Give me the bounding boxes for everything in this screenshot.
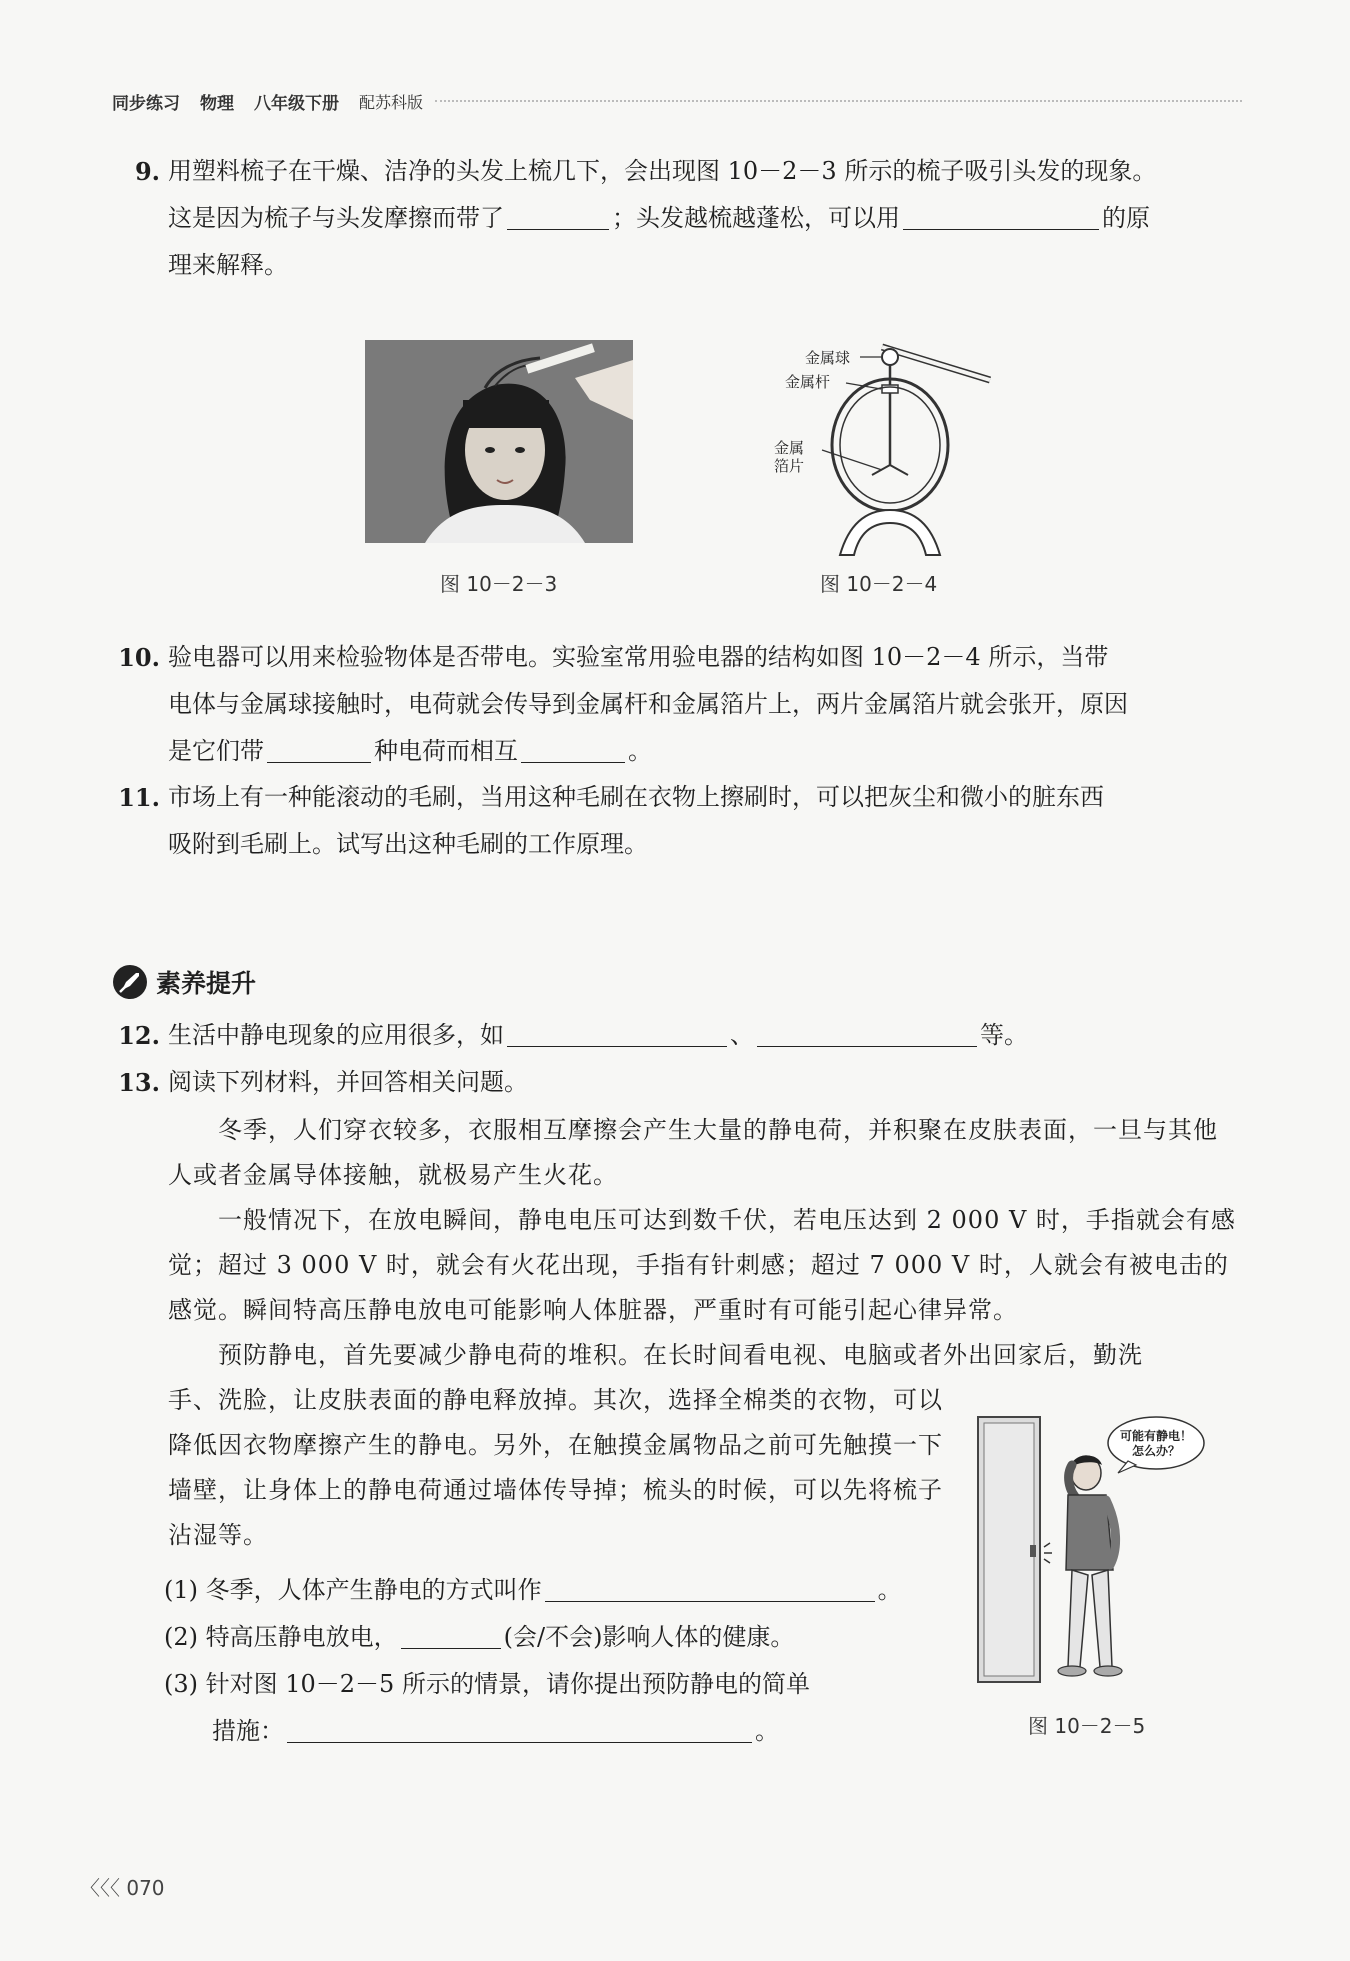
footer-arrows: 〈〈〈: [80, 1876, 120, 1900]
question-number: 12.: [118, 1021, 160, 1050]
q10-text: 。: [628, 737, 652, 765]
door-person-illustration: [968, 1405, 1218, 1695]
q10-text: 是它们带: [168, 737, 264, 765]
electroscope-diagram: [760, 325, 1000, 560]
sub-question-text: 。: [755, 1717, 779, 1745]
bubble-text: 怎么办？: [1131, 1444, 1181, 1458]
q12-text: 、: [730, 1021, 754, 1049]
sub-question-text: (1) 冬季，人体产生静电的方式叫作: [164, 1576, 542, 1604]
sub-question-3-cont: [212, 1709, 779, 1754]
reading-paragraph-3-cont: 手、洗脸，让皮肤表面的静电释放掉。其次，选择全棉类的衣物，可以降低因衣物摩擦产生的静电。另外，在触摸金属物品之前可先触摸一下墙壁，让身体上的静电荷通过墙体传导掉；梳头的时候，可以先将梳子沾湿等。: [168, 1386, 943, 1549]
q11-line2: 吸附到毛刷上。试写出这种毛刷的工作原理。: [168, 830, 648, 858]
question-10: [112, 634, 1242, 775]
question-13: [112, 1059, 1242, 1106]
figure-caption: 图 10－2－5: [1028, 1714, 1146, 1738]
answer-blank[interactable]: [545, 1571, 875, 1602]
question-12: [112, 1012, 1242, 1059]
header-edition: 配苏科版: [359, 92, 424, 112]
question-body: [168, 774, 1242, 868]
q10-text: 种电荷而相互: [374, 737, 518, 765]
header-series: 同步练习: [112, 93, 180, 114]
figure-girl-comb-photo: [365, 340, 633, 543]
header-rule: [435, 100, 1242, 102]
answer-blank[interactable]: [903, 199, 1099, 230]
q10-line2: 电体与金属球接触时，电荷就会传导到金属杆和金属箔片上，两片金属箔片就会张开，原因: [168, 690, 1128, 718]
page-footer: [80, 1872, 165, 1901]
question-body: [168, 1012, 1242, 1059]
q9-line1: 用塑料梳子在干燥、洁净的头发上梳几下，会出现图 10－2－3 所示的梳子吸引头发的现象。: [168, 157, 1157, 185]
question-number: 13.: [118, 1068, 160, 1097]
question-9: [112, 148, 1242, 289]
q9-text: 这是因为梳子与头发摩擦而带了: [168, 204, 504, 232]
label-metal-rod: 金属杆: [785, 373, 831, 391]
reading-paragraph-2: 一般情况下，在放电瞬间，静电电压可达到数千伏，若电压达到 2 000 V 时，手指就会有感觉；超过 3 000 V 时，就会有火花出现，手指有针刺感；超过 7 000 V 时，人就会有被电击的感觉。瞬间特高压静电放电可能影响人体脏器，严重时有可能引起心律异常。: [168, 1206, 1236, 1324]
section-heading: [112, 962, 256, 1002]
answer-blank[interactable]: [401, 1618, 501, 1649]
sub-question-2: [164, 1615, 794, 1660]
header-subject: 物理: [200, 93, 234, 114]
page-number: 070: [126, 1876, 165, 1900]
figure-caption: 图 10－2－3: [440, 572, 558, 596]
question-body: [168, 148, 1242, 289]
q9-text: 的原: [1102, 204, 1150, 232]
q9-line2: [168, 195, 1242, 242]
q12-text: 等。: [980, 1021, 1028, 1049]
sub-question-text: (3) 针对图 10－2－5 所示的情景，请你提出预防静电的简单: [164, 1670, 810, 1698]
answer-blank[interactable]: [287, 1712, 752, 1743]
label-metal-foil: 金属: [774, 439, 805, 457]
sub-question-text: (2) 特高压静电放电，: [164, 1623, 398, 1651]
figure-caption: 图 10－2－4: [820, 572, 938, 596]
reading-paragraph-3-start: 预防静电，首先要减少静电荷的堆积。在长时间看电视、电脑或者外出回家后，勤洗: [218, 1341, 1143, 1369]
girl-comb-illustration: [365, 340, 633, 543]
answer-blank[interactable]: [507, 199, 609, 230]
answer-blank[interactable]: [757, 1016, 977, 1047]
section-title: 素养提升: [156, 969, 257, 998]
sub-question-text: 。: [877, 1576, 902, 1604]
sub-question-1: [164, 1568, 902, 1613]
question-number: 9.: [134, 157, 160, 186]
sub-question-3: [164, 1662, 810, 1707]
label-metal-ball: 金属球: [805, 349, 851, 367]
reading-paragraph-1: 冬季，人们穿衣较多，衣服相互摩擦会产生大量的静电荷，并积聚在皮肤表面，一旦与其他人或者金属导体接触，就极易产生火花。: [168, 1116, 1218, 1189]
sub-question-text: (会/不会)影响人体的健康。: [503, 1623, 795, 1651]
q12-text: 生活中静电现象的应用很多，如: [168, 1021, 504, 1049]
sub-question-text: 措施：: [212, 1717, 284, 1745]
q9-text: ；头发越梳越蓬松，可以用: [612, 204, 900, 232]
rocket-icon: [112, 964, 148, 1000]
question-number: 11.: [118, 783, 160, 812]
header-grade: 八年级下册: [254, 93, 339, 114]
q9-line3: 理来解释。: [168, 251, 288, 279]
question-intro: 阅读下列材料，并回答相关问题。: [168, 1068, 528, 1096]
figure-electroscope: [760, 325, 1000, 560]
question-body: [168, 634, 1242, 775]
figure-door-person: [968, 1405, 1218, 1695]
question-number: 10.: [118, 643, 160, 672]
question-11: [112, 774, 1242, 868]
q10-line3: [168, 728, 1242, 775]
bubble-text: 可能有静电！: [1119, 1429, 1193, 1443]
answer-blank[interactable]: [267, 732, 371, 763]
q11-line1: 市场上有一种能滚动的毛刷，当用这种毛刷在衣物上擦刷时，可以把灰尘和微小的脏东西: [168, 783, 1104, 811]
page-header: [112, 88, 1242, 114]
label-metal-foil: 箔片: [774, 457, 805, 475]
answer-blank[interactable]: [521, 732, 625, 763]
q10-line1: 验电器可以用来检验物体是否带电。实验室常用验电器的结构如图 10－2－4 所示，当带: [168, 643, 1109, 671]
answer-blank[interactable]: [507, 1016, 727, 1047]
